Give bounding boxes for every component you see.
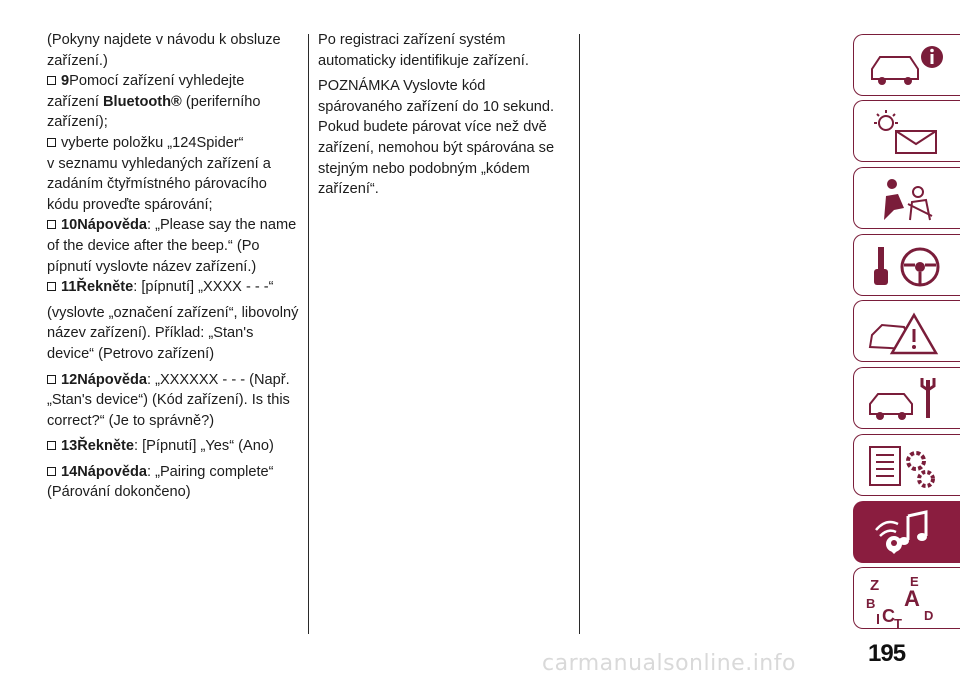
key-steering-wheel-icon [864,241,954,291]
step-11-note: (vyslovte „označení zařízení“, libovolný název zařízení). Příklad: „Stan's device“ (Petrovo zařízení) [47,304,299,362]
step-9-text2: (periferního zařízení); [47,93,261,131]
step-9 [47,71,299,133]
step-14-label: 14Nápověda [61,463,147,480]
step-11-text: : [pípnutí] „XXXX - - -“ [133,279,274,296]
index-letter: T [894,616,902,628]
checkbox-icon [47,220,56,229]
column-divider-right [579,34,580,634]
column-divider-left [308,34,309,634]
airbag-seatbelt-icon [864,174,954,224]
index-letter: D [924,608,934,623]
step-10 [47,215,299,277]
step-14-note: (Párování dokončeno) [47,484,191,501]
index-letter: C [882,606,895,626]
intro-text: (Pokyny najdete v návodu k obsluze zařízení.) [47,32,281,69]
step-12-text: : „XXXXXX - - - (Např. „Stan's device“) (Kód zařízení). Is this correct?“ (Je to správně?) [47,371,290,429]
step-select-text: vyberte položku „124Spider“ [61,134,244,151]
checkbox-icon [47,375,56,384]
warning-light-message-icon [864,107,954,157]
tab-car-info[interactable] [853,34,960,96]
checkbox-icon [47,441,56,450]
step-9-number: 9 [61,73,70,90]
car-accident-warning-icon [864,307,954,357]
step-9-bold: Bluetooth® [102,93,182,110]
tab-safety[interactable] [853,167,960,229]
alphabetical-index-icon [864,574,954,628]
step-10-text: : „Please say the name of the device after the beep.“ (Po pípnutí vyslovte název zařízení.) [47,217,297,275]
watermark-text: carmanualsonline.info [542,651,796,676]
index-letter: E [910,574,919,589]
step-14 [47,462,299,483]
tab-multimedia[interactable] [853,501,960,563]
car-service-wrench-icon [864,374,954,424]
index-letter: B [866,596,876,611]
tab-maintenance[interactable] [853,367,960,429]
step-13-label: 13Řekněte [61,438,135,455]
step-13-text: : [Pípnutí] „Yes“ (Ano) [134,438,274,455]
step-14-text: : „Pairing complete“ [146,463,274,480]
step-12-label: 12Nápověda [61,371,147,388]
step-11-label: 11Řekněte [61,279,134,296]
checkbox-icon [47,467,56,476]
index-letter: A [904,586,920,611]
tab-warning-lights[interactable] [853,100,960,162]
page-number: 195 [868,640,906,667]
checkbox-icon [47,138,56,147]
step-9-text: Pomocí zařízení vyhledejte zařízení [47,73,245,110]
step-13 [47,436,299,457]
step-11 [47,277,299,298]
multimedia-music-icon [864,508,954,558]
tab-index[interactable] [853,567,960,629]
step-select [47,133,299,154]
registration-paragraph: Po registraci zařízení systém automaticky identifikuje zařízení. [318,32,529,69]
note-paragraph: POZNÁMKA Vyslovte kód spárovaného zařízení do 10 sekund. Pokud budete párovat více než dvě zařízení, nemohou být spárována se stejným nebo podobným „kódem zařízení“. [318,78,555,198]
checkbox-icon [47,76,56,85]
car-info-icon [864,41,954,91]
select-note: v seznamu vyhledaných zařízení a zadáním čtyřmístného párovacího kódu proveďte spárování; [47,155,271,213]
middle-column [318,30,568,200]
index-letter: Z [870,577,880,594]
step-10-label: 10Nápověda [61,217,147,234]
left-column [47,30,299,503]
tab-emergency[interactable] [853,300,960,362]
step-12 [47,370,299,432]
specs-gear-icon [864,441,954,491]
tab-starting-driving[interactable] [853,234,960,296]
tab-technical-data[interactable] [853,434,960,496]
checkbox-icon [47,282,56,291]
